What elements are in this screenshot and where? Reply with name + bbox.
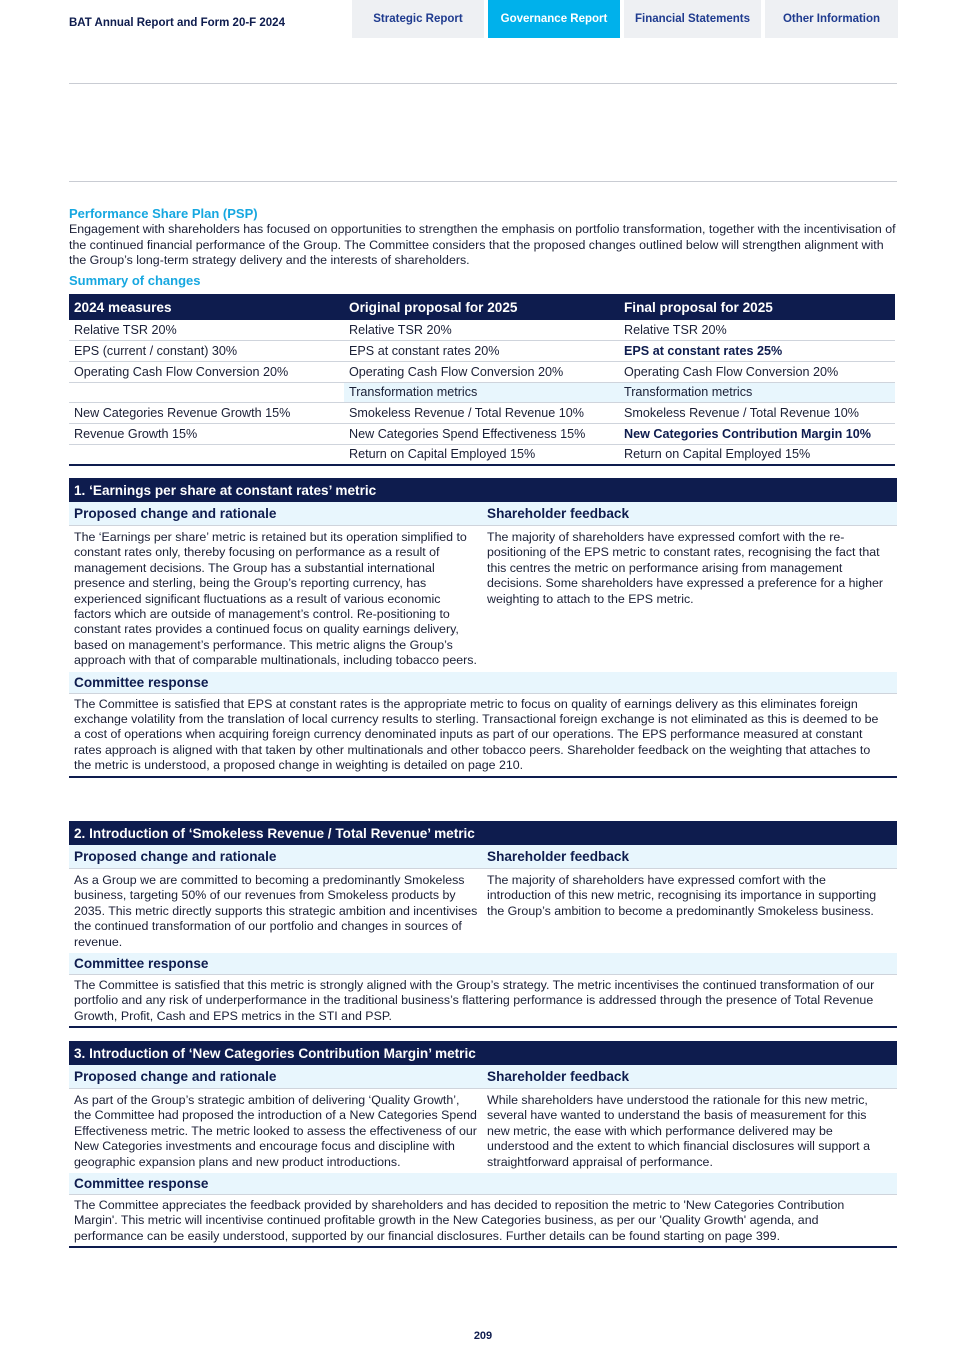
feedback-text: While shareholders have understood the rationale for this new metric, several have wanted to understand the basis of measurement for this new metric, the ease with which performance delivered may be understood and the extent to which financial disclosures will support a straightforward appraisal of performance. — [487, 1093, 870, 1169]
table-header-row — [69, 294, 895, 320]
table-cell: New Categories Contribution Margin 10% — [619, 423, 895, 444]
feedback-text: The majority of shareholders have expressed comfort with the re-positioning of the EPS metric to constant rates, recognising the fact that this centres the metric on performance arising from management decisions. Some shareholders have expressed a preference for a higher weighting to attach to the EPS metric. — [487, 530, 884, 606]
rationale-heading: Proposed change and rationale — [74, 506, 277, 521]
rationale-text: As part of the Group’s strategic ambition of delivering ‘Quality Growth’, the Committee had proposed the introduction of a New Categories Spend Effectiveness metric. The metric looked to assess the effectiveness of our New Categories investments and encourage focus and discipline with geographic expansion plans and new product introductions. — [74, 1093, 477, 1169]
rationale-text: The ‘Earnings per share’ metric is retained but its operation simplified to constant rates only, thereby focusing on performance as a result of management decisions. The Group has a substantial international presence and sterling, being the Group’s reporting currency, has experienced significant fluctuations as a result of various economic factors which are outside of management’s control. Re-positioning to constant rates provides a continued focus on quality earnings delivery, based on management’s performance. This metric aligns the Group’s approach with that of comparable multinationals, including tobacco peers. — [74, 530, 477, 668]
summary-heading: Summary of changes — [69, 272, 201, 288]
table-cell — [69, 382, 344, 403]
feedback-heading: Shareholder feedback — [487, 506, 630, 521]
rationale-heading: Proposed change and rationale — [74, 1069, 277, 1084]
metric-subheader — [69, 502, 897, 526]
table-cell: Smokeless Revenue / Total Revenue 10% — [344, 403, 619, 424]
metric-title: 3. Introduction of ‘New Categories Contribution Margin’ metric — [69, 1041, 897, 1065]
committee-response-text: The Committee is satisfied that this metric is strongly aligned with the Group’s strategy. The metric incentivises the continued transformation of our portfolio and any risk of underperformance in the traditional business’s flattering performance is addressed through the presence of Total Revenue Growth, Profit, Cash and EPS metrics in the STI and PSP. — [69, 975, 897, 1028]
metric-body — [69, 1089, 897, 1173]
table-cell: Relative TSR 20% — [619, 320, 895, 341]
table-cell: New Categories Spend Effectiveness 15% — [344, 423, 619, 444]
table-row — [69, 382, 895, 403]
metric-subheader — [69, 1065, 897, 1089]
metric-body — [69, 526, 897, 672]
table-cell: New Categories Revenue Growth 15% — [69, 403, 344, 424]
metric-contribution-margin — [69, 1041, 897, 1248]
divider-bottom — [69, 181, 897, 182]
table-cell: Operating Cash Flow Conversion 20% — [619, 361, 895, 382]
table-row — [69, 320, 895, 341]
table-cell: Revenue Growth 15% — [69, 423, 344, 444]
column-header: Final proposal for 2025 — [619, 294, 895, 320]
feedback-text: The majority of shareholders have expressed comfort with the introduction of this new metric, recognising its importance in supporting the Group’s ambition to become a predominantly Smokeless business. — [487, 873, 877, 918]
feedback-heading: Shareholder feedback — [487, 849, 630, 864]
column-header: Original proposal for 2025 — [344, 294, 619, 320]
column-header: 2024 measures — [69, 294, 344, 320]
metric-eps — [69, 478, 897, 778]
metric-body — [69, 869, 897, 953]
metric-title: 2. Introduction of ‘Smokeless Revenue / Total Revenue’ metric — [69, 821, 897, 845]
summary-table — [69, 294, 895, 466]
table-cell: Relative TSR 20% — [69, 320, 344, 341]
divider-top — [69, 83, 897, 84]
table-cell: Relative TSR 20% — [344, 320, 619, 341]
table-row — [69, 444, 895, 465]
table-cell: Transformation metrics — [619, 382, 895, 403]
table-cell: Return on Capital Employed 15% — [619, 444, 895, 465]
table-row — [69, 341, 895, 362]
tab-financial-statements[interactable]: Financial Statements — [624, 0, 761, 38]
table-cell: EPS at constant rates 25% — [619, 341, 895, 362]
table-cell: EPS at constant rates 20% — [344, 341, 619, 362]
metric-title: 1. ‘Earnings per share at constant rates’ metric — [69, 478, 897, 502]
table-row — [69, 361, 895, 382]
psp-section — [69, 206, 897, 288]
committee-response-text: The Committee appreciates the feedback provided by shareholders and has decided to reposition the metric to 'New Categories Contribution Margin'. This metric will incentivise continued profitable growth in the New Categories business, as per our 'Quality Growth' agenda, and performance can be easily understood, supported by our financial disclosures. Further details can be found starting on page 399. — [69, 1195, 897, 1248]
psp-heading: Performance Share Plan (PSP) — [69, 206, 258, 221]
section-tabs — [352, 0, 902, 38]
committee-response-heading: Committee response — [69, 953, 897, 975]
table-cell: Smokeless Revenue / Total Revenue 10% — [619, 403, 895, 424]
table-cell: Transformation metrics — [344, 382, 619, 403]
rationale-heading: Proposed change and rationale — [74, 849, 277, 864]
table-cell — [69, 444, 344, 465]
feedback-heading: Shareholder feedback — [487, 1069, 630, 1084]
table-row — [69, 423, 895, 444]
table-cell: EPS (current / constant) 30% — [69, 341, 344, 362]
tab-governance-report[interactable]: Governance Report — [488, 0, 620, 38]
table-cell: Operating Cash Flow Conversion 20% — [344, 361, 619, 382]
committee-response-heading: Committee response — [69, 1173, 897, 1195]
table-cell: Operating Cash Flow Conversion 20% — [69, 361, 344, 382]
metric-smokeless-revenue — [69, 821, 897, 1028]
committee-response-heading: Committee response — [69, 672, 897, 694]
document-title: BAT Annual Report and Form 20-F 2024 — [69, 17, 285, 29]
table-row — [69, 403, 895, 424]
committee-response-text: The Committee is satisfied that EPS at constant rates is the appropriate metric to focus on quality of earnings delivery as this eliminates foreign exchange volatility from the translation of local currency results to sterling. Transactional foreign exchange is not eliminated as this is deemed to be a cost of operations when acquiring foreign currency denominated inputs as part of our operations. The EPS performance measured at constant rates approach is aligned with that taken by other multinationals and other tobacco peers. Shareholder feedback on the weighting that attaches to the metric is understood, a proposed change in weighting is detailed on page 210. — [69, 694, 897, 778]
tab-other-information[interactable]: Other Information — [765, 0, 898, 38]
metric-subheader — [69, 845, 897, 869]
psp-intro: Engagement with shareholders has focused on opportunities to strengthen the emphasis on portfolio transformation, together with the incentivisation of the continued financial performance of the Group. The Committee considers that the proposed changes outlined below will strengthen alignment with the Group’s long-term strategy delivery and the interests of shareholders. — [69, 222, 896, 268]
tab-strategic-report[interactable]: Strategic Report — [352, 0, 484, 38]
rationale-text: As a Group we are committed to becoming a predominantly Smokeless business, targeting 50% of our revenues from Smokeless products by 2035. This metric directly supports this strategic ambition and incentivises the continued transformation of our portfolio and changes in sources of revenue. — [74, 873, 478, 949]
table-cell: Return on Capital Employed 15% — [344, 444, 619, 465]
page-number: 209 — [473, 1330, 493, 1342]
